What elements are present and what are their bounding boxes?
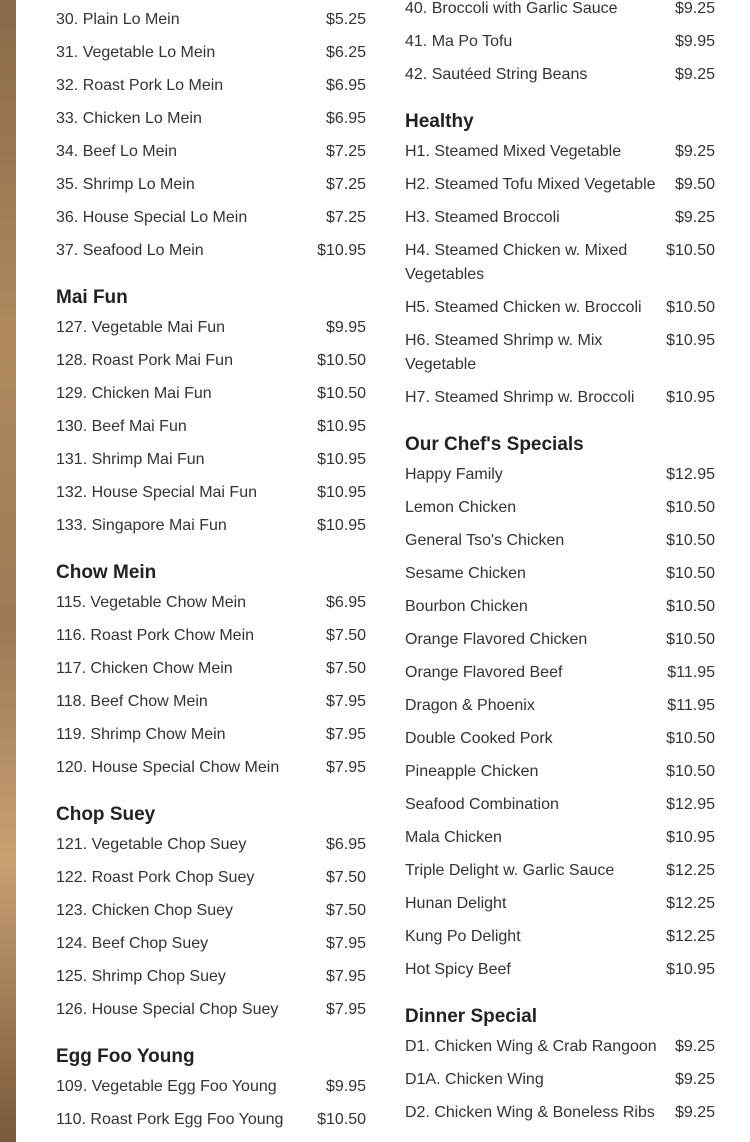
item-name: 32. Roast Pork Lo Mein: [56, 77, 224, 94]
item-name: 124. Beef Chop Suey: [56, 935, 209, 952]
menu-item: [405, 958, 715, 982]
item-name: Mala Chicken: [405, 829, 502, 846]
item-name: Orange Flavored Beef: [405, 664, 563, 681]
item-price: $10.50: [666, 598, 715, 615]
item-name: 41. Ma Po Tofu: [405, 33, 513, 50]
menu-item: [56, 448, 366, 472]
item-price: $12.95: [666, 796, 715, 813]
menu-item: [56, 833, 366, 857]
menu-item: [405, 529, 715, 553]
item-name: Orange Flavored Chicken: [405, 631, 588, 648]
item-name: 40. Broccoli with Garlic Sauce: [405, 0, 618, 17]
item-name: 119. Shrimp Chow Mein: [56, 726, 226, 743]
item-price: $10.95: [317, 517, 366, 534]
menu-item: [405, 386, 715, 410]
item-name: Seafood Combination: [405, 796, 559, 813]
menu-item: [56, 140, 366, 164]
section-heading-chefs-specials: Our Chef's Specials: [405, 434, 584, 455]
item-name: 130. Beef Mai Fun: [56, 418, 187, 435]
item-price: $7.95: [325, 759, 366, 776]
menu-item: [56, 316, 366, 340]
menu-item: [56, 173, 366, 197]
item-name: Hot Spicy Beef: [405, 961, 511, 978]
menu-item: [405, 595, 715, 619]
item-price: $9.25: [674, 66, 715, 83]
item-price: $7.50: [325, 869, 366, 886]
section-heading-healthy: Healthy: [405, 111, 474, 132]
item-price: $7.95: [325, 935, 366, 952]
item-name: H6. Steamed Shrimp w. Mix Vegetable: [405, 332, 603, 373]
menu-item: [56, 481, 366, 505]
item-name: H4. Steamed Chicken w. Mixed Vegetables: [405, 242, 628, 283]
item-name: 30. Plain Lo Mein: [56, 11, 180, 28]
menu-item: [405, 239, 715, 287]
menu-item: [56, 206, 366, 230]
menu-item: [405, 496, 715, 520]
item-name: 37. Seafood Lo Mein: [56, 242, 204, 259]
item-name: 131. Shrimp Mai Fun: [56, 451, 205, 468]
item-price: $6.25: [325, 44, 366, 61]
item-name: 129. Chicken Mai Fun: [56, 385, 212, 402]
item-price: $6.95: [325, 77, 366, 94]
item-price: $9.95: [325, 1078, 366, 1095]
item-name: 126. House Special Chop Suey: [56, 1001, 279, 1018]
menu-item: [56, 1108, 366, 1132]
menu-item: [405, 329, 715, 377]
menu-item: [405, 1035, 715, 1059]
menu-item: [405, 793, 715, 817]
item-name: 117. Chicken Chow Mein: [56, 660, 233, 677]
item-name: Sesame Chicken: [405, 565, 526, 582]
item-price: $9.50: [674, 176, 715, 193]
background-photo-strip: [0, 0, 16, 1142]
item-price: $9.95: [674, 33, 715, 50]
menu-item: [56, 723, 366, 747]
item-price: $12.25: [666, 928, 715, 945]
item-name: Happy Family: [405, 466, 503, 483]
item-name: 121. Vegetable Chop Suey: [56, 836, 247, 853]
item-name: H7. Steamed Shrimp w. Broccoli: [405, 389, 635, 406]
item-price: $10.50: [666, 299, 715, 316]
item-name: 42. Sautéed String Beans: [405, 66, 588, 83]
item-price: $10.95: [317, 451, 366, 468]
menu-item: [405, 859, 715, 883]
item-price: $9.25: [674, 0, 715, 17]
item-price: $10.50: [317, 352, 366, 369]
item-price: $7.95: [325, 726, 366, 743]
menu-item: [405, 140, 715, 164]
menu-item: [405, 1068, 715, 1092]
menu-item: [56, 998, 366, 1022]
item-price: $7.50: [325, 627, 366, 644]
item-name: Double Cooked Pork: [405, 730, 553, 747]
item-name: 34. Beef Lo Mein: [56, 143, 177, 160]
item-name: 109. Vegetable Egg Foo Young: [56, 1078, 277, 1095]
menu-item: [56, 690, 366, 714]
section-heading-egg-foo-young: Egg Foo Young: [56, 1046, 195, 1067]
menu-item: [56, 415, 366, 439]
item-price: $10.50: [666, 532, 715, 549]
item-name: H3. Steamed Broccoli: [405, 209, 560, 226]
item-price: $10.50: [317, 1111, 366, 1128]
menu-item: [405, 63, 715, 87]
menu-item: [56, 756, 366, 780]
menu-item: [56, 514, 366, 538]
item-price: $10.95: [317, 418, 366, 435]
menu-item: [405, 826, 715, 850]
menu-item: [56, 932, 366, 956]
item-price: $12.25: [666, 895, 715, 912]
item-price: $11.95: [667, 664, 715, 681]
menu-item: [405, 694, 715, 718]
item-name: 31. Vegetable Lo Mein: [56, 44, 216, 61]
menu-item: [405, 925, 715, 949]
section-heading-chop-suey: Chop Suey: [56, 804, 156, 825]
menu-item: [56, 624, 366, 648]
menu-item: [56, 657, 366, 681]
item-price: $7.25: [325, 209, 366, 226]
item-name: Pineapple Chicken: [405, 763, 539, 780]
item-price: $9.25: [674, 1071, 715, 1088]
item-price: $7.95: [325, 693, 366, 710]
item-name: D1A. Chicken Wing: [405, 1071, 544, 1088]
menu-item: [405, 661, 715, 685]
item-name: 120. House Special Chow Mein: [56, 759, 280, 776]
menu-item: [405, 296, 715, 320]
item-price: $9.25: [674, 1104, 715, 1121]
item-name: D1. Chicken Wing & Crab Rangoon: [405, 1038, 657, 1055]
item-name: 110. Roast Pork Egg Foo Young: [56, 1111, 284, 1128]
item-name: 33. Chicken Lo Mein: [56, 110, 202, 127]
section-heading-chow-mein: Chow Mein: [56, 562, 157, 583]
menu-item: [405, 463, 715, 487]
item-price: $6.95: [325, 594, 366, 611]
section-heading-dinner-special: Dinner Special: [405, 1006, 537, 1027]
item-price: $9.25: [674, 209, 715, 226]
menu-item: [405, 0, 715, 21]
item-name: 132. House Special Mai Fun: [56, 484, 257, 501]
item-price: $10.95: [317, 484, 366, 501]
menu-item: [405, 206, 715, 230]
menu-item: [56, 899, 366, 923]
item-price: $10.95: [317, 242, 366, 259]
item-name: D2. Chicken Wing & Boneless Ribs: [405, 1104, 655, 1121]
item-price: $12.25: [666, 862, 715, 879]
item-price: $6.95: [325, 110, 366, 127]
item-price: $12.95: [666, 466, 715, 483]
menu-item: [56, 8, 366, 32]
item-price: $10.50: [317, 385, 366, 402]
item-name: Kung Po Delight: [405, 928, 521, 945]
menu-item: [405, 760, 715, 784]
item-name: 122. Roast Pork Chop Suey: [56, 869, 255, 886]
item-name: 123. Chicken Chop Suey: [56, 902, 233, 919]
menu-item: [405, 727, 715, 751]
menu-item: [405, 1101, 715, 1125]
item-price: $9.25: [674, 143, 715, 160]
item-name: 125. Shrimp Chop Suey: [56, 968, 226, 985]
item-name: General Tso's Chicken: [405, 532, 565, 549]
item-name: H5. Steamed Chicken w. Broccoli: [405, 299, 642, 316]
item-price: $7.25: [325, 143, 366, 160]
item-price: $10.95: [666, 829, 715, 846]
item-name: H2. Steamed Tofu Mixed Vegetable: [405, 176, 656, 193]
menu-item: [405, 892, 715, 916]
item-price: $11.95: [667, 697, 715, 714]
menu-item: [56, 349, 366, 373]
menu-item: [56, 41, 366, 65]
item-price: $10.95: [666, 389, 715, 406]
menu-item: [405, 628, 715, 652]
menu-item: [56, 239, 366, 263]
item-price: $10.50: [666, 763, 715, 780]
item-price: $10.95: [666, 332, 715, 349]
item-price: $10.50: [666, 242, 715, 259]
item-name: 133. Singapore Mai Fun: [56, 517, 227, 534]
item-name: Lemon Chicken: [405, 499, 517, 516]
menu-item: [56, 1075, 366, 1099]
item-price: $10.50: [666, 565, 715, 582]
menu-item: [405, 30, 715, 54]
item-name: 118. Beef Chow Mein: [56, 693, 208, 710]
item-name: 116. Roast Pork Chow Mein: [56, 627, 255, 644]
item-name: 36. House Special Lo Mein: [56, 209, 248, 226]
item-name: H1. Steamed Mixed Vegetable: [405, 143, 622, 160]
item-price: $10.50: [666, 730, 715, 747]
item-name: 35. Shrimp Lo Mein: [56, 176, 195, 193]
menu-item: [405, 562, 715, 586]
item-name: 127. Vegetable Mai Fun: [56, 319, 226, 336]
item-price: $7.25: [325, 176, 366, 193]
item-name: 115. Vegetable Chow Mein: [56, 594, 247, 611]
menu-item: [56, 382, 366, 406]
section-heading-mai-fun: Mai Fun: [56, 287, 128, 308]
item-name: 128. Roast Pork Mai Fun: [56, 352, 233, 369]
item-price: $7.50: [325, 660, 366, 677]
item-name: Bourbon Chicken: [405, 598, 528, 615]
item-price: $6.95: [325, 836, 366, 853]
item-price: $7.50: [325, 902, 366, 919]
item-price: $5.25: [325, 11, 366, 28]
menu-item: [56, 591, 366, 615]
item-name: Dragon & Phoenix: [405, 697, 535, 714]
menu-item: [56, 107, 366, 131]
item-name: Hunan Delight: [405, 895, 507, 912]
menu-item: [405, 173, 715, 197]
item-price: $10.50: [666, 499, 715, 516]
menu-item: [56, 866, 366, 890]
item-name: Triple Delight w. Garlic Sauce: [405, 862, 615, 879]
menu-item: [56, 965, 366, 989]
menu-item: [56, 74, 366, 98]
item-price: $7.95: [325, 968, 366, 985]
item-price: $9.95: [325, 319, 366, 336]
item-price: $10.95: [666, 961, 715, 978]
item-price: $7.95: [325, 1001, 366, 1018]
item-price: $10.50: [666, 631, 715, 648]
item-price: $9.25: [674, 1038, 715, 1055]
